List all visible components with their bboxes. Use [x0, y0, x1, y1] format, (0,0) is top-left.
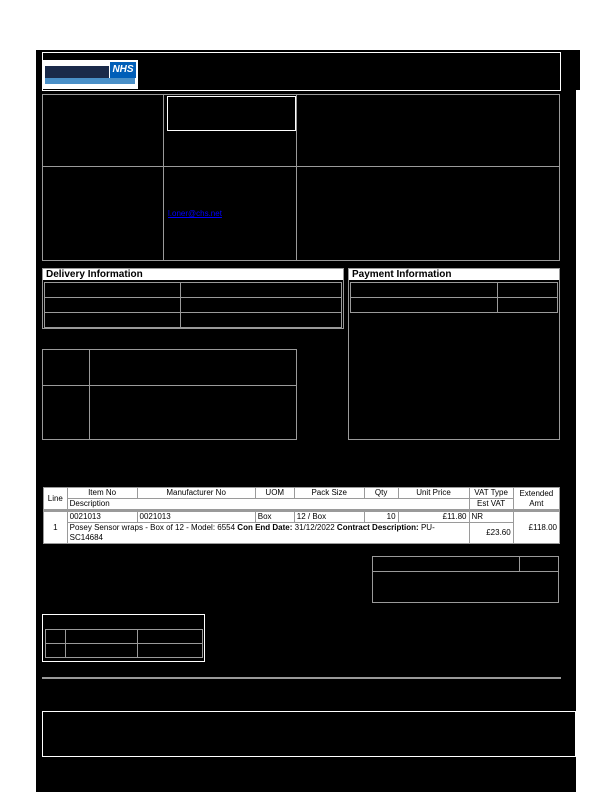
notes-cell-c2 [137, 643, 203, 658]
col-unit-price-header: Unit Price [398, 488, 469, 499]
table-row-1-bottom [44, 523, 560, 544]
address-cell-3 [296, 94, 560, 167]
payment-cell-a1 [350, 282, 498, 298]
row-manufacturer-no: 0021013 [137, 511, 255, 523]
payment-title: Payment Information [349, 269, 559, 280]
delivery-cell-a1 [44, 282, 181, 298]
table-row-1-top [44, 511, 560, 523]
notes-cell-a1 [45, 629, 66, 644]
row-unit-price: £11.80 [398, 511, 469, 523]
right-margin-strip [576, 50, 580, 90]
table-header-row-2 [44, 499, 560, 511]
row-contract-value: PU-SC14684 [69, 523, 435, 542]
row-extended-amt: £118.00 [513, 511, 559, 544]
nhs-badge: NHS [110, 62, 136, 78]
footer-divider [42, 677, 561, 679]
payment-cell-a2 [350, 297, 498, 313]
footer-box [42, 711, 576, 757]
payment-cell-b1 [497, 282, 558, 298]
totals-label-cell [372, 556, 520, 572]
row-con-end-label: Con End Date: [237, 523, 293, 532]
notes-cell-b2 [65, 643, 138, 658]
order-cell-b2 [89, 385, 297, 440]
col-uom-header: UOM [255, 488, 294, 499]
col-est-vat-header: Est VAT [469, 499, 513, 511]
delivery-cell-a3 [44, 312, 181, 328]
order-cell-a1 [42, 349, 90, 386]
notes-cell-c1 [137, 629, 203, 644]
totals-value-cell [519, 556, 559, 572]
col-manufacturer-no-header: Manufacturer No [137, 488, 255, 499]
delivery-cell-a2 [44, 297, 181, 313]
row-item-no: 0021013 [67, 511, 137, 523]
nhs-logo [42, 60, 138, 89]
row-contract-label: Contract Description: [336, 523, 419, 532]
col-line-header: Line [44, 488, 68, 511]
row-con-end-value: 31/12/2022 [294, 523, 335, 532]
row-description [67, 523, 469, 544]
contact-cell-1 [42, 166, 164, 261]
col-description-header: Description [67, 499, 469, 511]
order-cell-a2 [42, 385, 90, 440]
col-vat-type-header: VAT Type [469, 488, 513, 499]
address-inner-box [167, 96, 296, 131]
totals-summary-box [372, 571, 559, 603]
contact-cell-3 [296, 166, 560, 261]
delivery-cell-b3 [180, 312, 342, 328]
row-line-number: 1 [44, 511, 68, 544]
col-item-no-header: Item No [67, 488, 137, 499]
line-items-table [43, 487, 560, 544]
col-pack-size-header: Pack Size [294, 488, 364, 499]
row-vat-type: NR [469, 511, 513, 523]
row-pack-size: 12 / Box [294, 511, 364, 523]
col-qty-header: Qty [364, 488, 398, 499]
supplier-email-link[interactable]: l.oner@chs.net [168, 209, 222, 218]
table-header-row-1 [44, 488, 560, 499]
delivery-cell-b1 [180, 282, 342, 298]
row-uom: Box [255, 511, 294, 523]
delivery-cell-b2 [180, 297, 342, 313]
address-cell-1 [42, 94, 164, 167]
row-est-vat: £23.60 [469, 523, 513, 544]
notes-cell-b1 [65, 629, 138, 644]
logo-light-strip [45, 78, 135, 84]
row-qty: 10 [364, 511, 398, 523]
payment-cell-b2 [497, 297, 558, 313]
col-extended-amt-header: Extended Amt [513, 488, 559, 511]
logo-dark-block [45, 66, 109, 78]
order-cell-b1 [89, 349, 297, 386]
row-description-text: Posey Sensor wraps - Box of 12 - Model: 6554 [69, 523, 236, 532]
delivery-title: Delivery Information [43, 269, 343, 280]
notes-cell-a2 [45, 643, 66, 658]
